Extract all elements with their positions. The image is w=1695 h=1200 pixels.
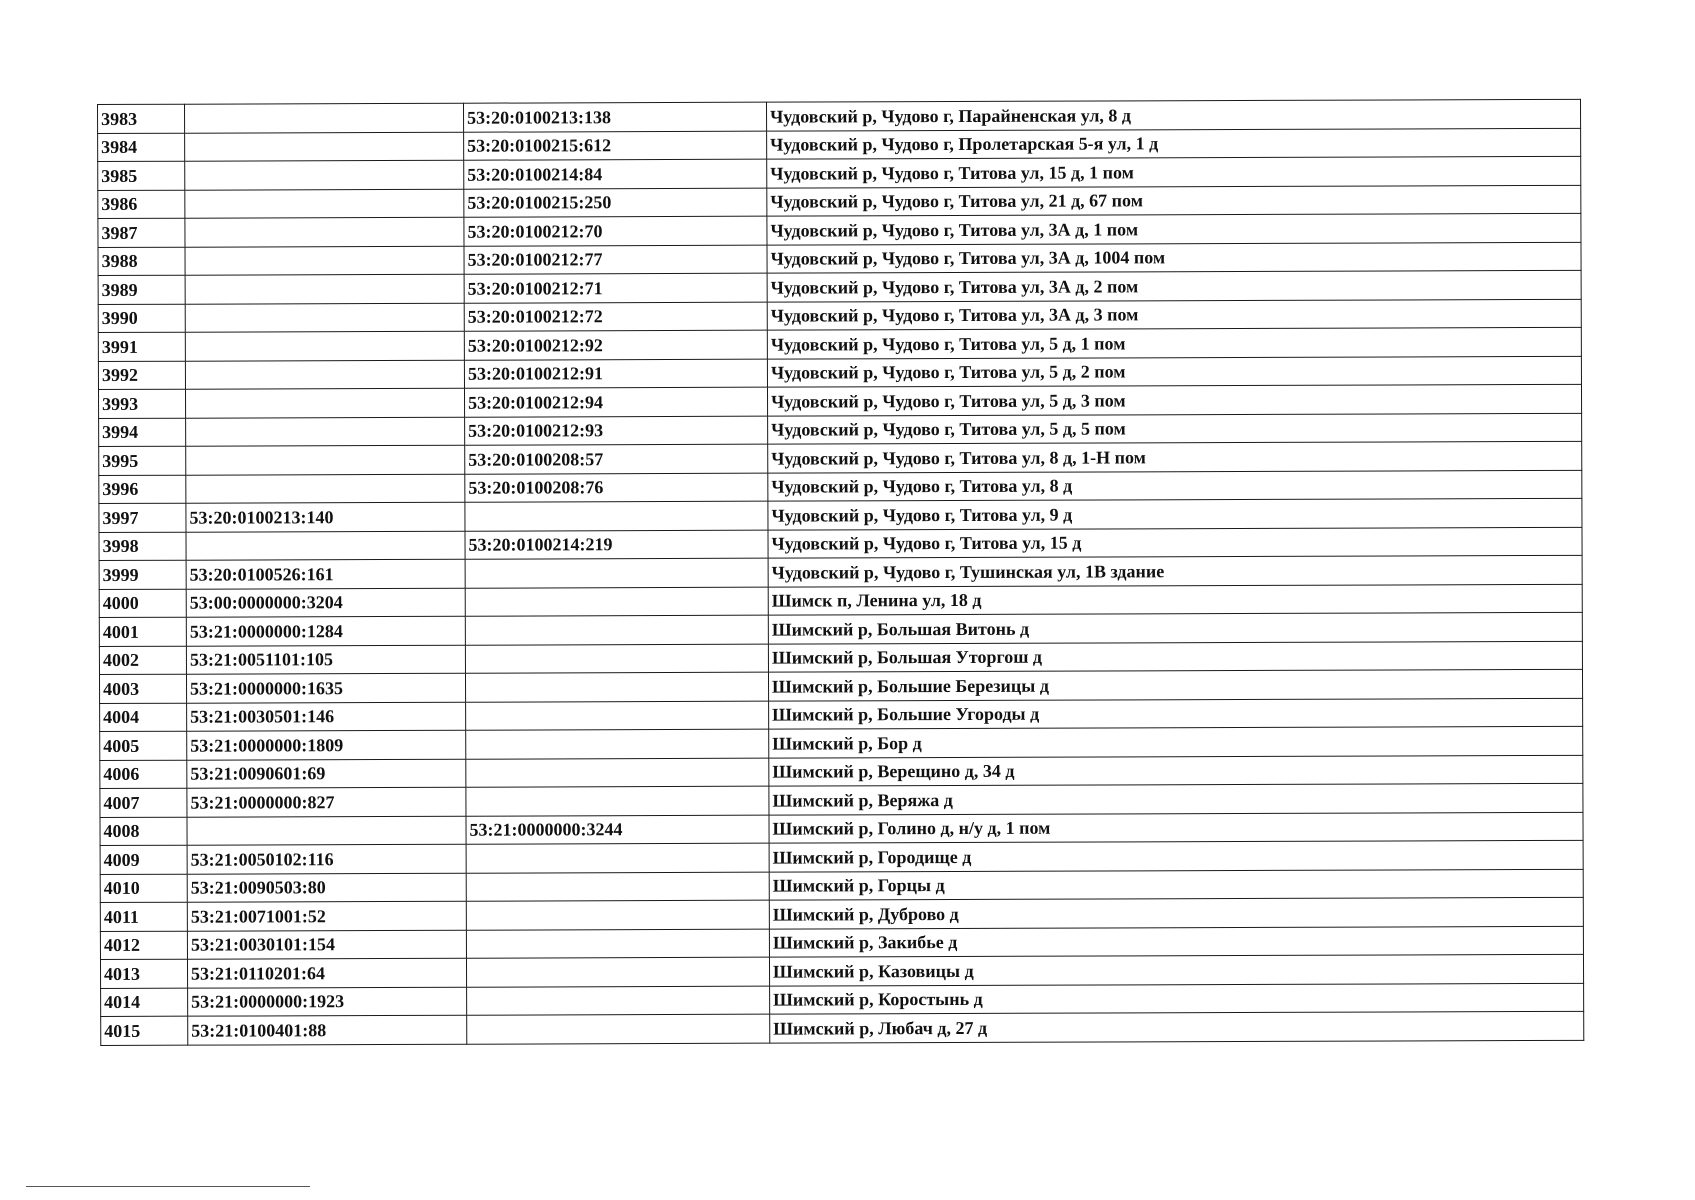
address-cell: Шимский р, Веряжа д xyxy=(769,783,1583,814)
premises-cadastral-number-cell: 53:20:0100212:91 xyxy=(464,359,767,389)
cadastral-number-cell xyxy=(185,132,464,161)
address-cell: Чудовский р, Чудово г, Титова ул, 3А д, 2 пом xyxy=(767,270,1581,301)
row-number-cell: 4000 xyxy=(99,589,186,618)
cadastral-number-cell: 53:21:0000000:1923 xyxy=(188,987,467,1016)
cadastral-number-cell xyxy=(186,474,465,503)
cadastral-number-cell xyxy=(185,103,464,132)
row-number-cell: 4014 xyxy=(101,988,188,1017)
premises-cadastral-number-cell xyxy=(466,758,769,788)
premises-cadastral-number-cell: 53:20:0100212:71 xyxy=(464,273,767,303)
address-cell: Чудовский р, Чудово г, Титова ул, 15 д xyxy=(768,527,1582,558)
cadastral-number-cell xyxy=(185,331,464,360)
address-cell: Шимский р, Закибье д xyxy=(769,926,1583,957)
premises-cadastral-number-cell xyxy=(465,501,768,531)
address-cell: Шимский р, Верещино д, 34 д xyxy=(769,755,1583,786)
cadastral-number-cell xyxy=(185,274,464,303)
premises-cadastral-number-cell: 53:20:0100215:612 xyxy=(464,131,767,161)
premises-cadastral-number-cell: 53:20:0100212:77 xyxy=(464,245,767,275)
address-cell: Шимск п, Ленина ул, 18 д xyxy=(768,584,1582,615)
row-number-cell: 4011 xyxy=(100,902,187,931)
row-number-cell: 3988 xyxy=(98,247,185,276)
premises-cadastral-number-cell xyxy=(465,587,768,617)
row-number-cell: 3992 xyxy=(98,361,185,390)
cadastral-number-cell xyxy=(186,417,465,446)
address-cell: Чудовский р, Чудово г, Титова ул, 5 д, 2 пом xyxy=(767,356,1581,387)
premises-cadastral-number-cell: 53:20:0100212:70 xyxy=(464,216,767,246)
cadastral-number-cell: 53:21:0071001:52 xyxy=(187,901,466,930)
cadastral-number-cell: 53:21:0110201:64 xyxy=(187,958,466,987)
address-cell: Чудовский р, Чудово г, Парайненская ул, 8 д xyxy=(766,99,1580,130)
address-cell: Шимский р, Бор д xyxy=(769,726,1583,757)
row-number-cell: 4006 xyxy=(100,760,187,789)
row-number-cell: 4015 xyxy=(101,1016,188,1045)
cadastral-number-cell: 53:21:0030101:154 xyxy=(187,930,466,959)
address-cell: Чудовский р, Чудово г, Титова ул, 8 д xyxy=(768,470,1582,501)
premises-cadastral-number-cell: 53:20:0100214:219 xyxy=(465,530,768,560)
premises-cadastral-number-cell xyxy=(466,843,769,873)
premises-cadastral-number-cell xyxy=(466,900,769,930)
address-cell: Чудовский р, Чудово г, Тушинская ул, 1В здание xyxy=(768,555,1582,586)
address-cell: Шимский р, Казовицы д xyxy=(769,954,1583,985)
cadastral-number-cell: 53:21:0090503:80 xyxy=(187,873,466,902)
row-number-cell: 3987 xyxy=(98,218,185,247)
row-number-cell: 3991 xyxy=(98,332,185,361)
row-number-cell: 3985 xyxy=(98,161,185,190)
row-number-cell: 4010 xyxy=(100,874,187,903)
row-number-cell: 4001 xyxy=(99,617,186,646)
address-cell: Шимский р, Дуброво д xyxy=(769,897,1583,928)
cadastral-number-cell xyxy=(185,388,464,417)
row-number-cell: 3984 xyxy=(98,133,185,162)
row-number-cell: 3989 xyxy=(98,275,185,304)
address-cell: Шимский р, Большая Уторгош д xyxy=(768,641,1582,672)
premises-cadastral-number-cell: 53:20:0100215:250 xyxy=(464,188,767,218)
cadastral-number-cell: 53:21:0050102:116 xyxy=(187,844,466,873)
row-number-cell: 3997 xyxy=(99,503,186,532)
premises-cadastral-number-cell xyxy=(466,872,769,902)
cadastral-number-cell: 53:21:0030501:146 xyxy=(187,702,466,731)
premises-cadastral-number-cell: 53:20:0100212:92 xyxy=(464,330,767,360)
premises-cadastral-number-cell xyxy=(467,1014,770,1044)
address-cell: Шимский р, Городище д xyxy=(769,840,1583,871)
premises-cadastral-number-cell: 53:20:0100208:76 xyxy=(465,473,768,503)
address-cell: Чудовский р, Чудово г, Титова ул, 8 д, 1-Н пом xyxy=(768,441,1582,472)
row-number-cell: 4004 xyxy=(100,703,187,732)
premises-cadastral-number-cell xyxy=(466,957,769,987)
address-cell: Шимский р, Большая Витонь д xyxy=(768,612,1582,643)
row-number-cell: 3996 xyxy=(99,475,186,504)
cadastral-number-cell: 53:21:0000000:1284 xyxy=(186,616,465,645)
address-cell: Чудовский р, Чудово г, Титова ул, 3А д, 1004 пом xyxy=(767,242,1581,273)
cadastral-number-cell xyxy=(185,246,464,275)
address-cell: Чудовский р, Чудово г, Титова ул, 9 д xyxy=(768,498,1582,529)
premises-cadastral-number-cell xyxy=(466,729,769,759)
address-cell: Чудовский р, Чудово г, Титова ул, 3А д, 3 пом xyxy=(767,299,1581,330)
address-cell: Шимский р, Большие Угороды д xyxy=(769,698,1583,729)
premises-cadastral-number-cell xyxy=(465,672,768,702)
address-cell: Чудовский р, Чудово г, Титова ул, 5 д, 5 пом xyxy=(768,413,1582,444)
cadastral-number-cell: 53:21:0090601:69 xyxy=(187,759,466,788)
premises-cadastral-number-cell xyxy=(465,558,768,588)
row-number-cell: 3983 xyxy=(98,104,185,133)
row-number-cell: 4007 xyxy=(100,788,187,817)
premises-cadastral-number-cell: 53:20:0100212:94 xyxy=(464,387,767,417)
cadastral-number-cell: 53:21:0051101:105 xyxy=(186,645,465,674)
row-number-cell: 4013 xyxy=(100,959,187,988)
row-number-cell: 4008 xyxy=(100,817,187,846)
table-row xyxy=(101,1011,1584,1045)
premises-cadastral-number-cell xyxy=(465,615,768,645)
address-cell: Шимский р, Любач д, 27 д xyxy=(770,1011,1584,1042)
cadastral-number-cell: 53:00:0000000:3204 xyxy=(186,588,465,617)
address-cell: Чудовский р, Чудово г, Титова ул, 21 д, 67 пом xyxy=(767,185,1581,216)
cadastral-number-cell: 53:20:0100213:140 xyxy=(186,502,465,531)
premises-cadastral-number-cell: 53:20:0100214:84 xyxy=(464,159,767,189)
cadastral-number-cell xyxy=(185,160,464,189)
premises-cadastral-number-cell: 53:21:0000000:3244 xyxy=(466,815,769,845)
cadastral-number-cell: 53:21:0000000:1635 xyxy=(186,673,465,702)
premises-cadastral-number-cell xyxy=(467,986,770,1016)
cadastral-number-cell xyxy=(185,303,464,332)
cadastral-number-cell xyxy=(187,816,466,845)
address-cell: Шимский р, Большие Березицы д xyxy=(768,669,1582,700)
cadastral-number-cell xyxy=(185,217,464,246)
row-number-cell: 4002 xyxy=(99,646,186,675)
row-number-cell: 3990 xyxy=(98,304,185,333)
row-number-cell: 4003 xyxy=(99,674,186,703)
cadastral-number-cell xyxy=(185,189,464,218)
document-page xyxy=(97,99,1584,1046)
row-number-cell: 4005 xyxy=(100,731,187,760)
address-cell: Шимский р, Коростынь д xyxy=(770,983,1584,1014)
premises-cadastral-number-cell: 53:20:0100208:57 xyxy=(465,444,768,474)
address-cell: Чудовский р, Чудово г, Титова ул, 5 д, 1 пом xyxy=(767,327,1581,358)
cadastral-number-cell: 53:20:0100526:161 xyxy=(186,559,465,588)
row-number-cell: 4009 xyxy=(100,845,187,874)
row-number-cell: 3986 xyxy=(98,190,185,219)
address-cell: Чудовский р, Чудово г, Титова ул, 15 д, 1 пом xyxy=(767,156,1581,187)
premises-cadastral-number-cell xyxy=(465,644,768,674)
premises-cadastral-number-cell xyxy=(466,929,769,959)
row-number-cell: 3995 xyxy=(99,446,186,475)
property-register-table xyxy=(97,99,1584,1046)
row-number-cell: 3993 xyxy=(98,389,185,418)
premises-cadastral-number-cell xyxy=(466,701,769,731)
premises-cadastral-number-cell: 53:20:0100212:72 xyxy=(464,302,767,332)
row-number-cell: 3999 xyxy=(99,560,186,589)
premises-cadastral-number-cell: 53:20:0100213:138 xyxy=(463,102,766,132)
row-number-cell: 4012 xyxy=(100,931,187,960)
address-cell: Чудовский р, Чудово г, Титова ул, 3А д, 1 пом xyxy=(767,213,1581,244)
premises-cadastral-number-cell xyxy=(466,786,769,816)
cadastral-number-cell xyxy=(186,445,465,474)
address-cell: Чудовский р, Чудово г, Титова ул, 5 д, 3 пом xyxy=(767,384,1581,415)
cadastral-number-cell: 53:21:0000000:1809 xyxy=(187,730,466,759)
register-table-body xyxy=(98,99,1584,1045)
premises-cadastral-number-cell: 53:20:0100212:93 xyxy=(465,416,768,446)
address-cell: Чудовский р, Чудово г, Пролетарская 5-я ул, 1 д xyxy=(767,128,1581,159)
cadastral-number-cell xyxy=(185,360,464,389)
footer-divider-line xyxy=(26,1186,310,1187)
cadastral-number-cell xyxy=(186,531,465,560)
cadastral-number-cell: 53:21:0100401:88 xyxy=(188,1015,467,1044)
row-number-cell: 3998 xyxy=(99,532,186,561)
row-number-cell: 3994 xyxy=(99,418,186,447)
cadastral-number-cell: 53:21:0000000:827 xyxy=(187,787,466,816)
address-cell: Шимский р, Горцы д xyxy=(769,869,1583,900)
address-cell: Шимский р, Голино д, н/у д, 1 пом xyxy=(769,812,1583,843)
